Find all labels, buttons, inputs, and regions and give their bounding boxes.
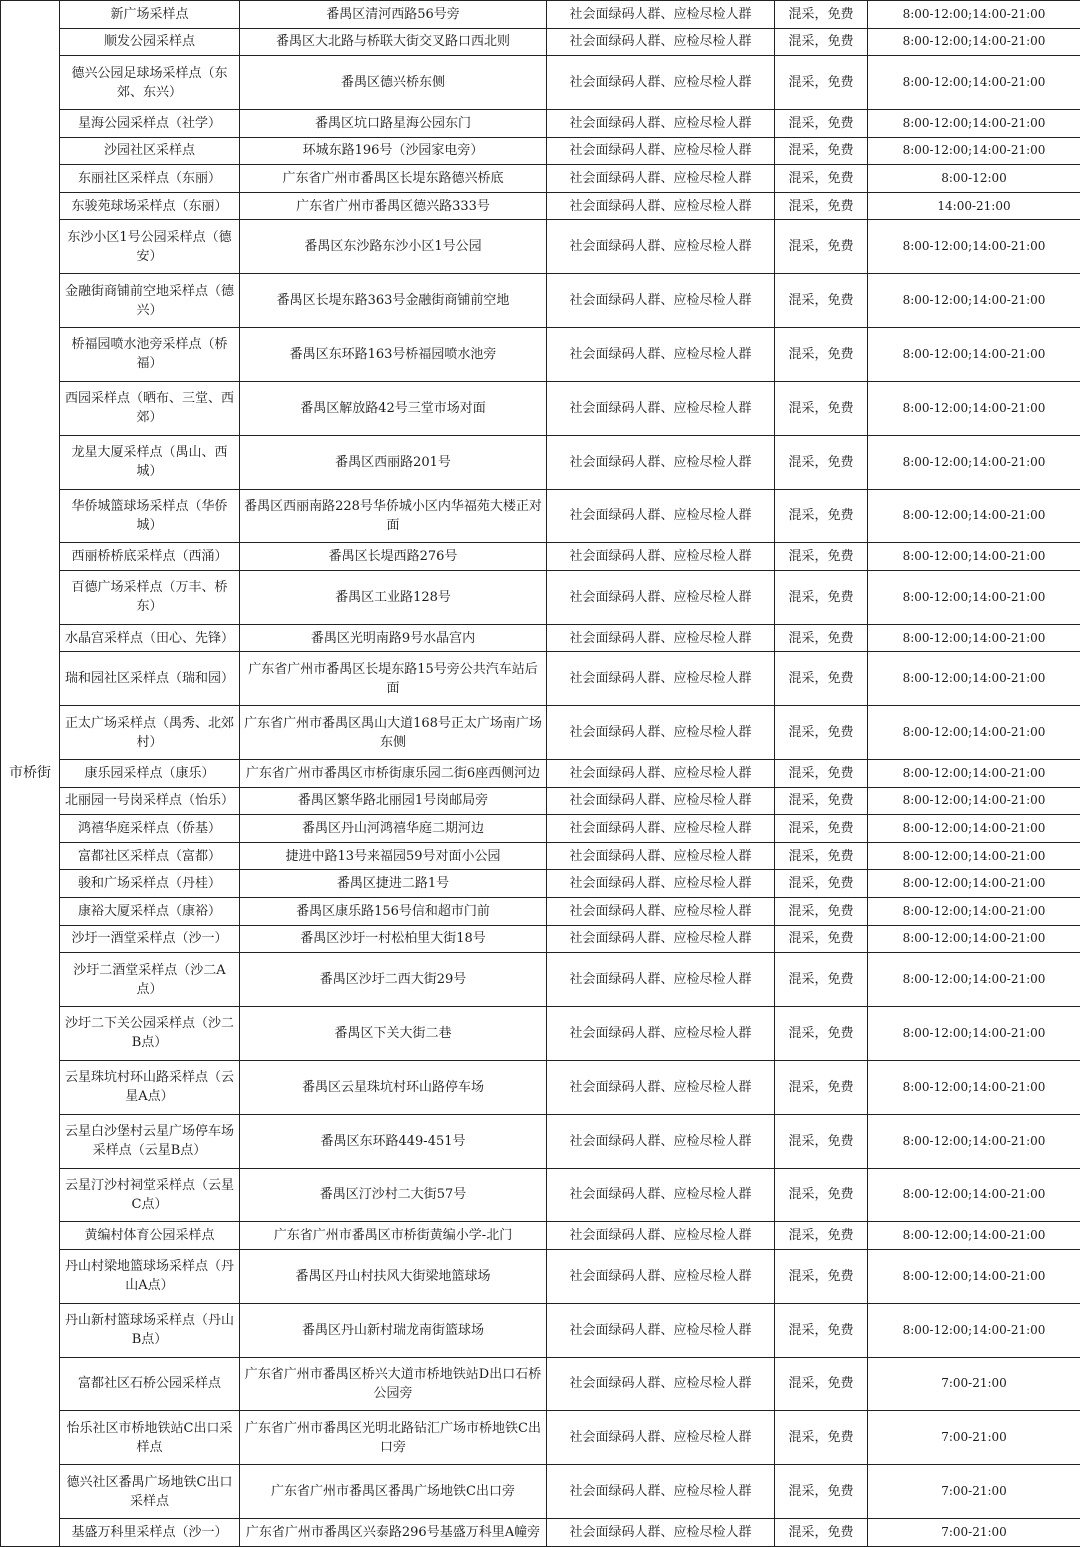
table-row bbox=[1, 274, 1080, 328]
sampling-method-cell: 混采，免费 bbox=[775, 870, 868, 898]
site-name-cell: 德兴公园足球场采样点（东郊、东兴） bbox=[60, 56, 240, 110]
sampling-method-cell: 混采，免费 bbox=[775, 1168, 868, 1222]
sampling-method-cell: 混采，免费 bbox=[775, 274, 868, 328]
opening-hours-cell: 8:00-12:00;14:00-21:00 bbox=[868, 953, 1080, 1007]
opening-hours-cell: 8:00-12:00;14:00-21:00 bbox=[868, 220, 1080, 274]
street-name-cell: 市桥街 bbox=[1, 1, 60, 1547]
site-name-cell: 西丽桥桥底采样点（西涌） bbox=[60, 543, 240, 571]
address-cell: 番禺区长堤西路276号 bbox=[240, 543, 547, 571]
target-group-cell: 社会面绿码人群、应检尽检人群 bbox=[547, 898, 775, 926]
sampling-method-cell: 混采，免费 bbox=[775, 110, 868, 138]
table-row bbox=[1, 56, 1080, 110]
table-row bbox=[1, 137, 1080, 165]
target-group-cell: 社会面绿码人群、应检尽检人群 bbox=[547, 570, 775, 624]
site-name-cell: 富都社区采样点（富都） bbox=[60, 842, 240, 870]
address-cell: 番禺区长堤东路363号金融街商铺前空地 bbox=[240, 274, 547, 328]
site-name-cell: 东沙小区1号公园采样点（德安） bbox=[60, 220, 240, 274]
target-group-cell: 社会面绿码人群、应检尽检人群 bbox=[547, 1060, 775, 1114]
address-cell: 番禺区西丽路201号 bbox=[240, 435, 547, 489]
opening-hours-cell: 8:00-12:00;14:00-21:00 bbox=[868, 435, 1080, 489]
address-cell: 番禺区下关大街二巷 bbox=[240, 1007, 547, 1061]
opening-hours-cell: 8:00-12:00;14:00-21:00 bbox=[868, 706, 1080, 760]
target-group-cell: 社会面绿码人群、应检尽检人群 bbox=[547, 489, 775, 543]
target-group-cell: 社会面绿码人群、应检尽检人群 bbox=[547, 220, 775, 274]
address-cell: 番禺区捷进二路1号 bbox=[240, 870, 547, 898]
target-group-cell: 社会面绿码人群、应检尽检人群 bbox=[547, 1168, 775, 1222]
table-row bbox=[1, 1465, 1080, 1519]
sampling-method-cell: 混采，免费 bbox=[775, 435, 868, 489]
sampling-method-cell: 混采，免费 bbox=[775, 328, 868, 382]
address-cell: 广东省广州市番禺区番禺广场地铁C出口旁 bbox=[240, 1465, 547, 1519]
address-cell: 广东省广州市番禺区禺山大道168号正太广场南广场东侧 bbox=[240, 706, 547, 760]
target-group-cell: 社会面绿码人群、应检尽检人群 bbox=[547, 381, 775, 435]
address-cell: 番禺区清河西路56号旁 bbox=[240, 1, 547, 29]
address-cell: 番禺区东环路163号桥福园喷水池旁 bbox=[240, 328, 547, 382]
target-group-cell: 社会面绿码人群、应检尽检人群 bbox=[547, 815, 775, 843]
target-group-cell: 社会面绿码人群、应检尽检人群 bbox=[547, 1249, 775, 1303]
site-name-cell: 云星汀沙村祠堂采样点（云星C点） bbox=[60, 1168, 240, 1222]
target-group-cell: 社会面绿码人群、应检尽检人群 bbox=[547, 110, 775, 138]
site-name-cell: 百德广场采样点（万丰、桥东） bbox=[60, 570, 240, 624]
table-row bbox=[1, 570, 1080, 624]
opening-hours-cell: 7:00-21:00 bbox=[868, 1519, 1080, 1547]
target-group-cell: 社会面绿码人群、应检尽检人群 bbox=[547, 543, 775, 571]
site-name-cell: 东丽社区采样点（东丽） bbox=[60, 165, 240, 193]
sampling-method-cell: 混采，免费 bbox=[775, 1519, 868, 1547]
table-row bbox=[1, 624, 1080, 652]
site-name-cell: 云星白沙堡村云星广场停车场采样点（云星B点） bbox=[60, 1114, 240, 1168]
target-group-cell: 社会面绿码人群、应检尽检人群 bbox=[547, 1357, 775, 1411]
site-name-cell: 西园采样点（晒布、三堂、西郊） bbox=[60, 381, 240, 435]
target-group-cell: 社会面绿码人群、应检尽检人群 bbox=[547, 328, 775, 382]
target-group-cell: 社会面绿码人群、应检尽检人群 bbox=[547, 28, 775, 56]
sampling-method-cell: 混采，免费 bbox=[775, 815, 868, 843]
site-name-cell: 鸿禧华庭采样点（侨基） bbox=[60, 815, 240, 843]
address-cell: 广东省广州市番禺区长堤东路15号旁公共汽车站后面 bbox=[240, 652, 547, 706]
sampling-method-cell: 混采，免费 bbox=[775, 1060, 868, 1114]
address-cell: 环城东路196号（沙园家电旁） bbox=[240, 137, 547, 165]
site-name-cell: 康乐园采样点（康乐） bbox=[60, 760, 240, 788]
opening-hours-cell: 8:00-12:00;14:00-21:00 bbox=[868, 624, 1080, 652]
site-name-cell: 星海公园采样点（社学） bbox=[60, 110, 240, 138]
table-row bbox=[1, 925, 1080, 953]
opening-hours-cell: 8:00-12:00;14:00-21:00 bbox=[868, 274, 1080, 328]
table-row bbox=[1, 787, 1080, 815]
table-row bbox=[1, 489, 1080, 543]
opening-hours-cell: 8:00-12:00;14:00-21:00 bbox=[868, 652, 1080, 706]
target-group-cell: 社会面绿码人群、应检尽检人群 bbox=[547, 1007, 775, 1061]
address-cell: 番禺区光明南路9号水晶宫内 bbox=[240, 624, 547, 652]
site-name-cell: 云星珠坑村环山路采样点（云星A点） bbox=[60, 1060, 240, 1114]
site-name-cell: 沙圩二酒堂采样点（沙二A点） bbox=[60, 953, 240, 1007]
opening-hours-cell: 8:00-12:00;14:00-21:00 bbox=[868, 381, 1080, 435]
target-group-cell: 社会面绿码人群、应检尽检人群 bbox=[547, 787, 775, 815]
sampling-method-cell: 混采，免费 bbox=[775, 570, 868, 624]
address-cell: 广东省广州市番禺区长堤东路德兴桥底 bbox=[240, 165, 547, 193]
address-cell: 番禺区西丽南路228号华侨城小区内华福苑大楼正对面 bbox=[240, 489, 547, 543]
sampling-method-cell: 混采，免费 bbox=[775, 220, 868, 274]
site-name-cell: 丹山新村篮球场采样点（丹山B点） bbox=[60, 1303, 240, 1357]
target-group-cell: 社会面绿码人群、应检尽检人群 bbox=[547, 1465, 775, 1519]
table-row bbox=[1, 110, 1080, 138]
address-cell: 广东省广州市番禺区桥兴大道市桥地铁站D出口石桥公园旁 bbox=[240, 1357, 547, 1411]
address-cell: 番禺区东环路449-451号 bbox=[240, 1114, 547, 1168]
opening-hours-cell: 8:00-12:00;14:00-21:00 bbox=[868, 898, 1080, 926]
address-cell: 捷进中路13号来福园59号对面小公园 bbox=[240, 842, 547, 870]
opening-hours-cell: 8:00-12:00;14:00-21:00 bbox=[868, 925, 1080, 953]
site-name-cell: 德兴社区番禺广场地铁C出口采样点 bbox=[60, 1465, 240, 1519]
opening-hours-cell: 8:00-12:00;14:00-21:00 bbox=[868, 28, 1080, 56]
table-row bbox=[1, 953, 1080, 1007]
site-name-cell: 北丽园一号岗采样点（怡乐） bbox=[60, 787, 240, 815]
table-row bbox=[1, 870, 1080, 898]
site-name-cell: 黄编村体育公园采样点 bbox=[60, 1222, 240, 1250]
target-group-cell: 社会面绿码人群、应检尽检人群 bbox=[547, 652, 775, 706]
address-cell: 番禺区汀沙村二大街57号 bbox=[240, 1168, 547, 1222]
address-cell: 番禺区东沙路东沙小区1号公园 bbox=[240, 220, 547, 274]
sampling-method-cell: 混采，免费 bbox=[775, 652, 868, 706]
opening-hours-cell: 8:00-12:00;14:00-21:00 bbox=[868, 1114, 1080, 1168]
target-group-cell: 社会面绿码人群、应检尽检人群 bbox=[547, 1303, 775, 1357]
site-name-cell: 怡乐社区市桥地铁站C出口采样点 bbox=[60, 1411, 240, 1465]
sampling-method-cell: 混采，免费 bbox=[775, 1222, 868, 1250]
opening-hours-cell: 8:00-12:00;14:00-21:00 bbox=[868, 1, 1080, 29]
opening-hours-cell: 8:00-12:00;14:00-21:00 bbox=[868, 137, 1080, 165]
address-cell: 番禺区丹山河鸿禧华庭二期河边 bbox=[240, 815, 547, 843]
table-row bbox=[1, 652, 1080, 706]
sampling-method-cell: 混采，免费 bbox=[775, 137, 868, 165]
target-group-cell: 社会面绿码人群、应检尽检人群 bbox=[547, 706, 775, 760]
target-group-cell: 社会面绿码人群、应检尽检人群 bbox=[547, 1519, 775, 1547]
table-row bbox=[1, 815, 1080, 843]
opening-hours-cell: 8:00-12:00;14:00-21:00 bbox=[868, 815, 1080, 843]
target-group-cell: 社会面绿码人群、应检尽检人群 bbox=[547, 624, 775, 652]
opening-hours-cell: 8:00-12:00;14:00-21:00 bbox=[868, 1222, 1080, 1250]
sampling-method-cell: 混采，免费 bbox=[775, 165, 868, 193]
address-cell: 广东省广州市番禺区市桥街黄编小学-北门 bbox=[240, 1222, 547, 1250]
site-name-cell: 骏和广场采样点（丹桂） bbox=[60, 870, 240, 898]
sampling-method-cell: 混采，免费 bbox=[775, 1357, 868, 1411]
opening-hours-cell: 8:00-12:00 bbox=[868, 165, 1080, 193]
target-group-cell: 社会面绿码人群、应检尽检人群 bbox=[547, 192, 775, 220]
address-cell: 广东省广州市番禺区德兴路333号 bbox=[240, 192, 547, 220]
sampling-method-cell: 混采，免费 bbox=[775, 1249, 868, 1303]
target-group-cell: 社会面绿码人群、应检尽检人群 bbox=[547, 1114, 775, 1168]
address-cell: 番禺区解放路42号三堂市场对面 bbox=[240, 381, 547, 435]
sampling-method-cell: 混采，免费 bbox=[775, 1303, 868, 1357]
opening-hours-cell: 8:00-12:00;14:00-21:00 bbox=[868, 1249, 1080, 1303]
target-group-cell: 社会面绿码人群、应检尽检人群 bbox=[547, 137, 775, 165]
target-group-cell: 社会面绿码人群、应检尽检人群 bbox=[547, 760, 775, 788]
sampling-method-cell: 混采，免费 bbox=[775, 192, 868, 220]
opening-hours-cell: 8:00-12:00;14:00-21:00 bbox=[868, 570, 1080, 624]
site-name-cell: 丹山村梁地篮球场采样点（丹山A点） bbox=[60, 1249, 240, 1303]
site-name-cell: 龙星大厦采样点（禺山、西城） bbox=[60, 435, 240, 489]
opening-hours-cell: 8:00-12:00;14:00-21:00 bbox=[868, 543, 1080, 571]
address-cell: 番禺区坑口路星海公园东门 bbox=[240, 110, 547, 138]
site-name-cell: 水晶宫采样点（田心、先锋） bbox=[60, 624, 240, 652]
table-row bbox=[1, 1357, 1080, 1411]
target-group-cell: 社会面绿码人群、应检尽检人群 bbox=[547, 870, 775, 898]
table-row bbox=[1, 543, 1080, 571]
address-cell: 番禺区丹山村扶风大街梁地篮球场 bbox=[240, 1249, 547, 1303]
sampling-method-cell: 混采，免费 bbox=[775, 787, 868, 815]
sampling-method-cell: 混采，免费 bbox=[775, 842, 868, 870]
table-row bbox=[1, 165, 1080, 193]
target-group-cell: 社会面绿码人群、应检尽检人群 bbox=[547, 1411, 775, 1465]
sampling-method-cell: 混采，免费 bbox=[775, 28, 868, 56]
sampling-method-cell: 混采，免费 bbox=[775, 706, 868, 760]
table-row bbox=[1, 192, 1080, 220]
target-group-cell: 社会面绿码人群、应检尽检人群 bbox=[547, 925, 775, 953]
site-name-cell: 东骏苑球场采样点（东丽） bbox=[60, 192, 240, 220]
site-name-cell: 瑞和园社区采样点（瑞和园） bbox=[60, 652, 240, 706]
sampling-method-cell: 混采，免费 bbox=[775, 1465, 868, 1519]
site-name-cell: 沙园社区采样点 bbox=[60, 137, 240, 165]
table-row bbox=[1, 1114, 1080, 1168]
opening-hours-cell: 8:00-12:00;14:00-21:00 bbox=[868, 842, 1080, 870]
table-row bbox=[1, 1519, 1080, 1547]
table-row bbox=[1, 842, 1080, 870]
target-group-cell: 社会面绿码人群、应检尽检人群 bbox=[547, 435, 775, 489]
site-name-cell: 沙圩一酒堂采样点（沙一） bbox=[60, 925, 240, 953]
opening-hours-cell: 8:00-12:00;14:00-21:00 bbox=[868, 328, 1080, 382]
address-cell: 广东省广州市番禺区光明北路钻汇广场市桥地铁C出口旁 bbox=[240, 1411, 547, 1465]
address-cell: 番禺区工业路128号 bbox=[240, 570, 547, 624]
table-row bbox=[1, 1060, 1080, 1114]
sampling-method-cell: 混采，免费 bbox=[775, 543, 868, 571]
site-name-cell: 桥福园喷水池旁采样点（桥福） bbox=[60, 328, 240, 382]
table-row bbox=[1, 1222, 1080, 1250]
opening-hours-cell: 8:00-12:00;14:00-21:00 bbox=[868, 1303, 1080, 1357]
table-row bbox=[1, 898, 1080, 926]
site-name-cell: 华侨城篮球场采样点（华侨城） bbox=[60, 489, 240, 543]
site-name-cell: 新广场采样点 bbox=[60, 1, 240, 29]
site-name-cell: 基盛万科里采样点（沙一） bbox=[60, 1519, 240, 1547]
address-cell: 番禺区德兴桥东侧 bbox=[240, 56, 547, 110]
opening-hours-cell: 8:00-12:00;14:00-21:00 bbox=[868, 1168, 1080, 1222]
opening-hours-cell: 8:00-12:00;14:00-21:00 bbox=[868, 110, 1080, 138]
target-group-cell: 社会面绿码人群、应检尽检人群 bbox=[547, 953, 775, 1007]
sampling-method-cell: 混采，免费 bbox=[775, 1411, 868, 1465]
target-group-cell: 社会面绿码人群、应检尽检人群 bbox=[547, 842, 775, 870]
opening-hours-cell: 8:00-12:00;14:00-21:00 bbox=[868, 870, 1080, 898]
sampling-method-cell: 混采，免费 bbox=[775, 925, 868, 953]
site-name-cell: 金融街商铺前空地采样点（德兴） bbox=[60, 274, 240, 328]
sampling-method-cell: 混采，免费 bbox=[775, 898, 868, 926]
address-cell: 番禺区丹山新村瑞龙南街篮球场 bbox=[240, 1303, 547, 1357]
opening-hours-cell: 8:00-12:00;14:00-21:00 bbox=[868, 1007, 1080, 1061]
table-row bbox=[1, 220, 1080, 274]
target-group-cell: 社会面绿码人群、应检尽检人群 bbox=[547, 1222, 775, 1250]
table-row bbox=[1, 1007, 1080, 1061]
sampling-method-cell: 混采，免费 bbox=[775, 624, 868, 652]
site-name-cell: 富都社区石桥公园采样点 bbox=[60, 1357, 240, 1411]
opening-hours-cell: 8:00-12:00;14:00-21:00 bbox=[868, 760, 1080, 788]
table-row bbox=[1, 1411, 1080, 1465]
address-cell: 广东省广州市番禺区兴泰路296号基盛万科里A幢旁 bbox=[240, 1519, 547, 1547]
site-name-cell: 顺发公园采样点 bbox=[60, 28, 240, 56]
table-row bbox=[1, 381, 1080, 435]
table-row bbox=[1, 1168, 1080, 1222]
sampling-method-cell: 混采，免费 bbox=[775, 1114, 868, 1168]
site-name-cell: 康裕大厦采样点（康裕） bbox=[60, 898, 240, 926]
table-row bbox=[1, 328, 1080, 382]
target-group-cell: 社会面绿码人群、应检尽检人群 bbox=[547, 1, 775, 29]
opening-hours-cell: 8:00-12:00;14:00-21:00 bbox=[868, 56, 1080, 110]
address-cell: 番禺区沙圩一村松柏里大街18号 bbox=[240, 925, 547, 953]
target-group-cell: 社会面绿码人群、应检尽检人群 bbox=[547, 56, 775, 110]
site-name-cell: 正太广场采样点（禺秀、北郊村） bbox=[60, 706, 240, 760]
sampling-method-cell: 混采，免费 bbox=[775, 1007, 868, 1061]
sampling-method-cell: 混采，免费 bbox=[775, 381, 868, 435]
site-name-cell: 沙圩二下关公园采样点（沙二B点） bbox=[60, 1007, 240, 1061]
address-cell: 番禺区大北路与桥联大街交叉路口西北则 bbox=[240, 28, 547, 56]
opening-hours-cell: 8:00-12:00;14:00-21:00 bbox=[868, 489, 1080, 543]
table-row bbox=[1, 1303, 1080, 1357]
address-cell: 广东省广州市番禺区市桥街康乐园二街6座西侧河边 bbox=[240, 760, 547, 788]
table-row bbox=[1, 28, 1080, 56]
table-body bbox=[1, 1, 1080, 1547]
sampling-method-cell: 混采，免费 bbox=[775, 1, 868, 29]
table-row bbox=[1, 435, 1080, 489]
table-row bbox=[1, 706, 1080, 760]
table-row bbox=[1, 1, 1080, 29]
sampling-method-cell: 混采，免费 bbox=[775, 56, 868, 110]
address-cell: 番禺区繁华路北丽园1号岗邮局旁 bbox=[240, 787, 547, 815]
target-group-cell: 社会面绿码人群、应检尽检人群 bbox=[547, 165, 775, 193]
sampling-method-cell: 混采，免费 bbox=[775, 760, 868, 788]
opening-hours-cell: 7:00-21:00 bbox=[868, 1411, 1080, 1465]
opening-hours-cell: 14:00-21:00 bbox=[868, 192, 1080, 220]
table-row bbox=[1, 1249, 1080, 1303]
opening-hours-cell: 7:00-21:00 bbox=[868, 1357, 1080, 1411]
opening-hours-cell: 7:00-21:00 bbox=[868, 1465, 1080, 1519]
sampling-method-cell: 混采，免费 bbox=[775, 953, 868, 1007]
opening-hours-cell: 8:00-12:00;14:00-21:00 bbox=[868, 787, 1080, 815]
sampling-method-cell: 混采，免费 bbox=[775, 489, 868, 543]
table-row bbox=[1, 760, 1080, 788]
address-cell: 番禺区沙圩二西大街29号 bbox=[240, 953, 547, 1007]
opening-hours-cell: 8:00-12:00;14:00-21:00 bbox=[868, 1060, 1080, 1114]
address-cell: 番禺区云星珠坑村环山路停车场 bbox=[240, 1060, 547, 1114]
target-group-cell: 社会面绿码人群、应检尽检人群 bbox=[547, 274, 775, 328]
address-cell: 番禺区康乐路156号信和超市门前 bbox=[240, 898, 547, 926]
